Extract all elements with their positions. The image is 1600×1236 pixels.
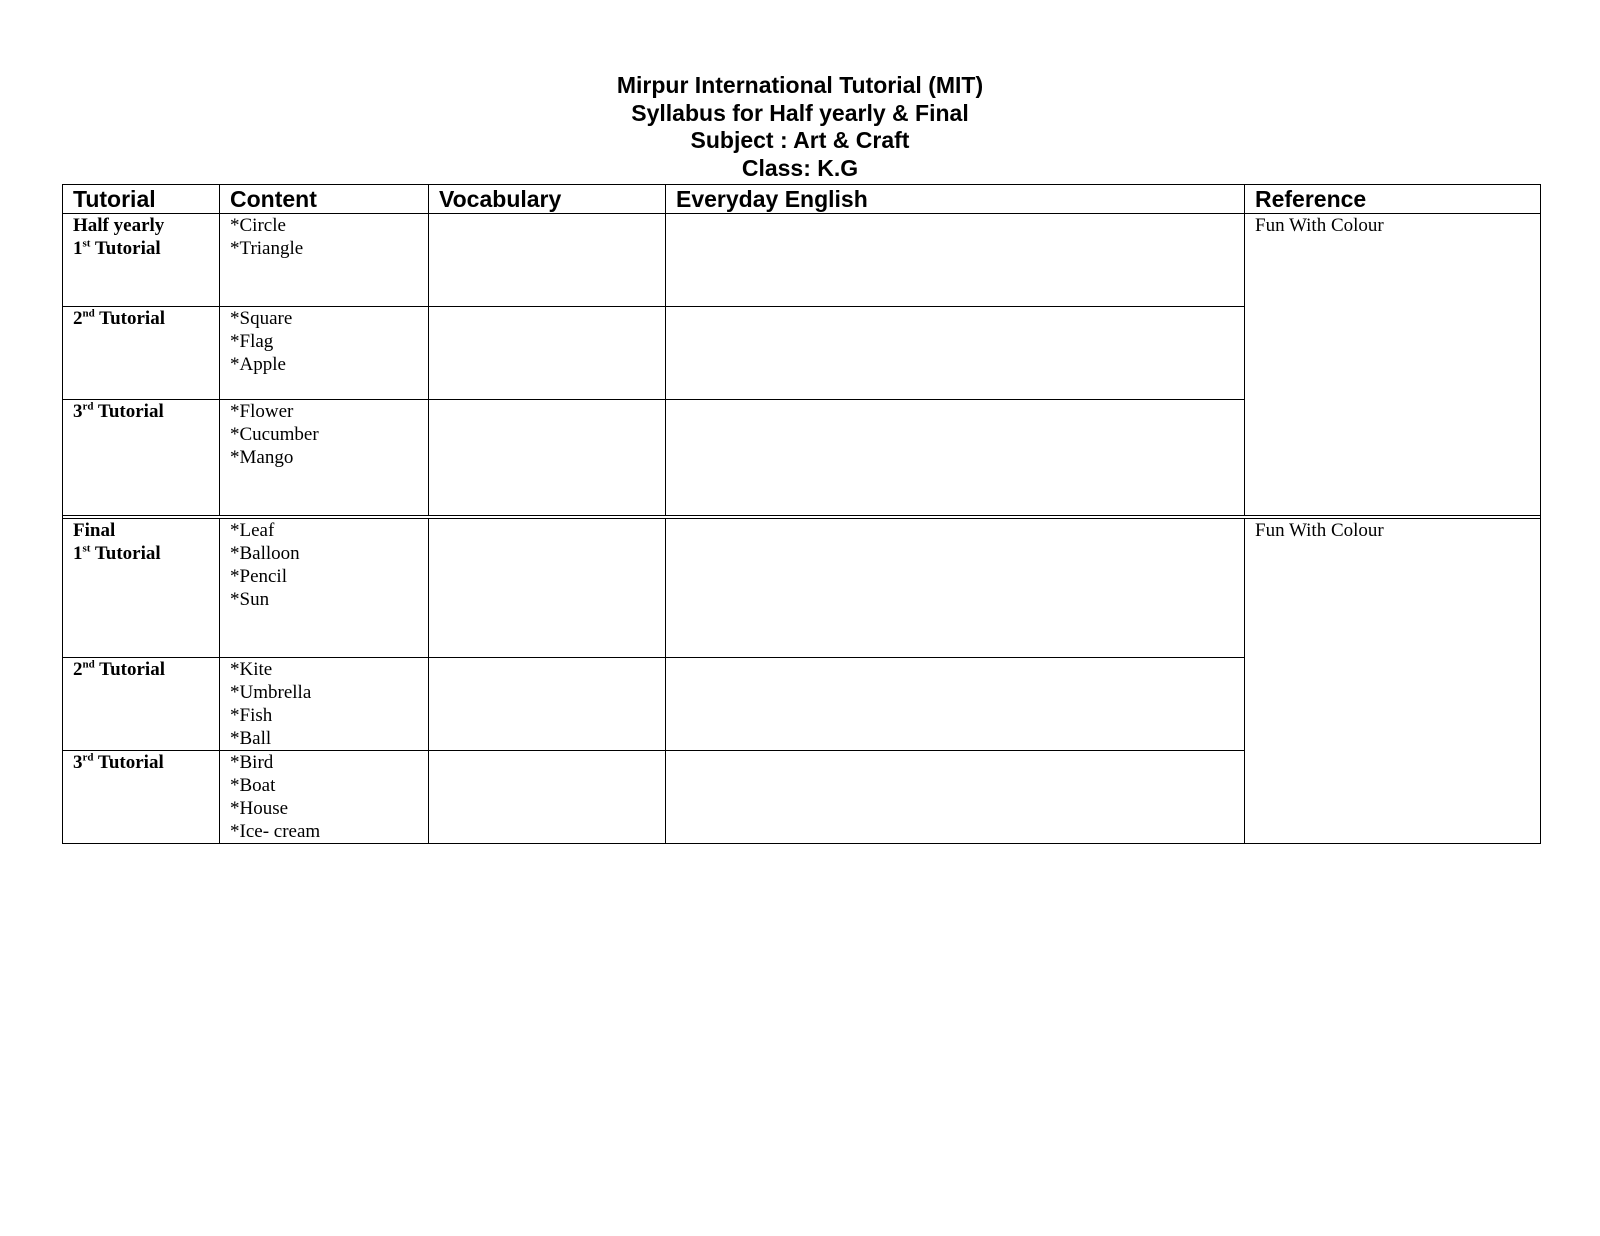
content-item: *Pencil <box>230 566 287 587</box>
vocabulary-cell <box>429 519 666 658</box>
everyday-english-cell <box>666 214 1245 307</box>
content-item: *Square <box>230 308 293 329</box>
reference-cell <box>1245 214 1541 516</box>
content-item: *House <box>230 798 289 819</box>
content-cell <box>220 658 429 751</box>
content-cell <box>220 400 429 516</box>
content-item: *Ball <box>230 728 272 749</box>
tutorial-cell <box>63 307 220 400</box>
column-header-tutorial: Tutorial <box>63 185 220 214</box>
column-header-content: Content <box>220 185 429 214</box>
tutorial-label: 3rd Tutorial <box>73 400 164 422</box>
reference-text: Fun With Colour <box>1255 215 1384 236</box>
table-header-row <box>63 185 1541 214</box>
document-title <box>0 72 1600 182</box>
content-item: *Boat <box>230 775 276 796</box>
content-item: *Circle <box>230 215 286 236</box>
column-header-reference: Reference <box>1245 185 1541 214</box>
reference-cell <box>1245 519 1541 844</box>
content-item: *Kite <box>230 659 273 680</box>
syllabus-table <box>62 184 1541 844</box>
reference-text: Fun With Colour <box>1255 520 1384 541</box>
term-label: Final <box>73 520 116 541</box>
tutorial-cell <box>63 519 220 658</box>
tutorial-label: 2nd Tutorial <box>73 658 165 680</box>
content-item: *Fish <box>230 705 273 726</box>
content-item: *Mango <box>230 447 294 468</box>
content-item: *Sun <box>230 589 270 610</box>
tutorial-cell <box>63 400 220 516</box>
tutorial-cell <box>63 751 220 844</box>
school-name: Mirpur International Tutorial (MIT) <box>616 72 984 98</box>
everyday-english-cell <box>666 519 1245 658</box>
term-label: Half yearly <box>73 215 165 236</box>
content-cell <box>220 214 429 307</box>
content-item: *Bird <box>230 752 274 773</box>
class-line: Class: K.G <box>741 154 859 181</box>
content-item: *Triangle <box>230 238 304 259</box>
content-cell <box>220 307 429 400</box>
subject-line: Subject : Art & Craft <box>690 127 910 153</box>
everyday-english-cell <box>666 400 1245 516</box>
everyday-english-cell <box>666 751 1245 844</box>
everyday-english-cell <box>666 307 1245 400</box>
tutorial-label: 1st Tutorial <box>73 542 161 564</box>
vocabulary-cell <box>429 307 666 400</box>
column-header-vocabulary: Vocabulary <box>429 185 666 214</box>
content-cell <box>220 519 429 658</box>
content-item: *Leaf <box>230 520 275 541</box>
tutorial-label: 1st Tutorial <box>73 237 161 259</box>
content-cell <box>220 751 429 844</box>
content-item: *Umbrella <box>230 682 312 703</box>
vocabulary-cell <box>429 751 666 844</box>
vocabulary-cell <box>429 214 666 307</box>
table-row <box>63 519 1541 658</box>
content-item: *Balloon <box>230 543 300 564</box>
content-item: *Flag <box>230 331 274 352</box>
vocabulary-cell <box>429 658 666 751</box>
content-item: *Apple <box>230 354 286 375</box>
column-header-everyday-english: Everyday English <box>666 185 1245 214</box>
tutorial-label: 2nd Tutorial <box>73 307 165 329</box>
tutorial-label: 3rd Tutorial <box>73 751 164 773</box>
content-item: *Cucumber <box>230 424 319 445</box>
content-item: *Ice- cream <box>230 821 321 842</box>
syllabus-title: Syllabus for Half yearly & Final <box>631 99 969 126</box>
content-item: *Flower <box>230 401 294 422</box>
everyday-english-cell <box>666 658 1245 751</box>
vocabulary-cell <box>429 400 666 516</box>
tutorial-cell <box>63 658 220 751</box>
tutorial-cell <box>63 214 220 307</box>
table-row <box>63 214 1541 307</box>
